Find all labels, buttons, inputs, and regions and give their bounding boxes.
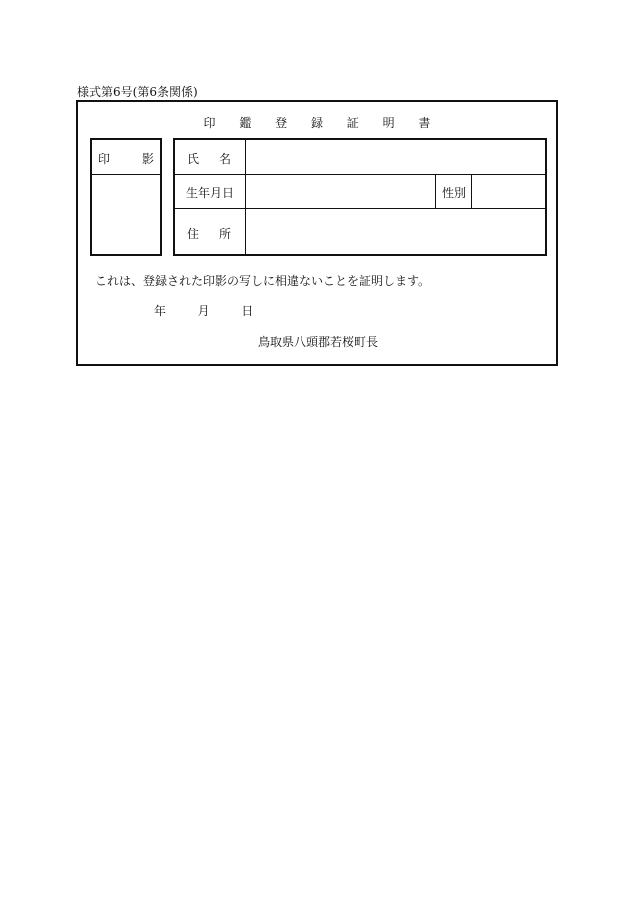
birth-date-label: 生年月日 bbox=[185, 186, 234, 200]
address-label bbox=[187, 225, 231, 242]
form-number-label: 様式第6号(第6条関係) bbox=[77, 85, 198, 99]
label-column-divider bbox=[245, 140, 246, 254]
sex-divider-right bbox=[471, 174, 472, 208]
row-divider-2 bbox=[175, 208, 545, 209]
date-day-label: 日 bbox=[241, 304, 254, 318]
name-label-b: 名 bbox=[218, 152, 231, 166]
certificate-title: 印 鑑 登 録 証 明 書 bbox=[203, 116, 441, 130]
registrant-info-table bbox=[173, 138, 547, 256]
row-divider-1 bbox=[175, 174, 545, 175]
seal-impression-box bbox=[90, 138, 162, 256]
name-label bbox=[187, 150, 231, 167]
seal-header bbox=[92, 140, 160, 175]
certification-statement: これは、登録された印影の写しに相違ないことを証明します。 bbox=[95, 274, 431, 288]
sex-divider-left bbox=[435, 174, 436, 208]
seal-label-left: 印 bbox=[98, 152, 111, 166]
name-label-a: 氏 bbox=[187, 152, 200, 166]
address-label-a: 住 bbox=[187, 227, 200, 241]
issuer-name: 鳥取県八頭郡若桜町長 bbox=[258, 335, 379, 349]
date-month-label: 月 bbox=[197, 304, 210, 318]
date-year-label: 年 bbox=[154, 304, 167, 318]
seal-header-label bbox=[98, 150, 154, 167]
seal-label-right: 影 bbox=[141, 152, 154, 166]
address-label-b: 所 bbox=[218, 227, 231, 241]
sex-label: 性別 bbox=[441, 186, 466, 200]
certificate-frame bbox=[76, 100, 558, 366]
issue-date bbox=[154, 302, 253, 319]
